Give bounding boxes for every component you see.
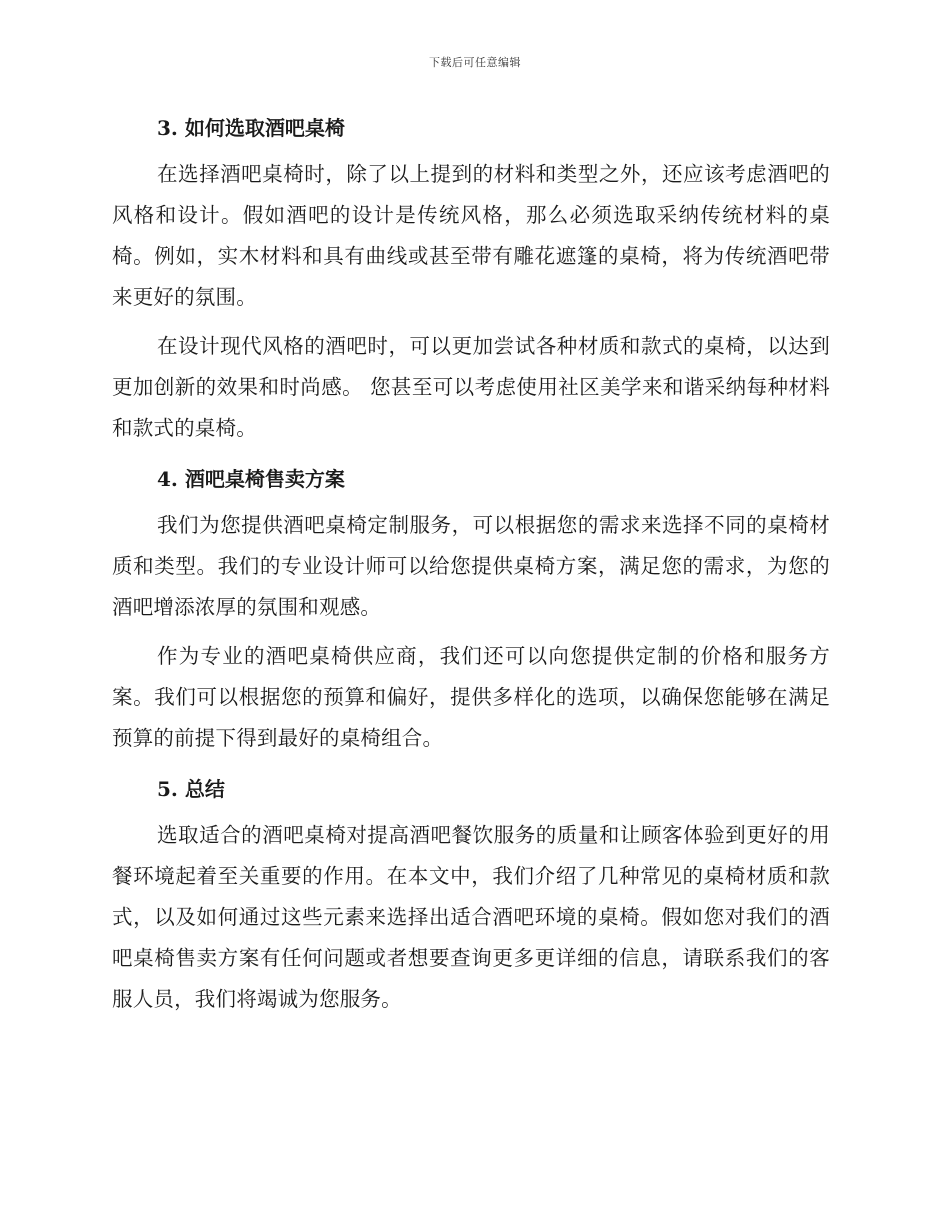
paragraph: 我们为您提供酒吧桌椅定制服务，可以根据您的需求来选择不同的桌椅材质和类型。我们的专业设计师可以给您提供桌椅方案，满足您的需求，为您的酒吧增添浓厚的氛围和观感。 [112, 513, 830, 619]
section-sales-plan [112, 461, 830, 759]
section-how-to-choose [112, 110, 830, 449]
page-header: 下载后可任意编辑 [429, 56, 521, 69]
document-body [112, 110, 830, 1020]
section-heading: 5. 总结 [157, 777, 225, 801]
paragraph: 在选择酒吧桌椅时，除了以上提到的材料和类型之外，还应该考虑酒吧的风格和设计。假如酒吧的设计是传统风格，那么必须选取采纳传统材料的桌椅。例如，实木材料和具有曲线或甚至带有雕花遮篷的桌椅，将为传统酒吧带来更好的氛围。 [112, 162, 830, 309]
paragraph: 作为专业的酒吧桌椅供应商，我们还可以向您提供定制的价格和服务方案。我们可以根据您的预算和偏好，提供多样化的选项，以确保您能够在满足预算的前提下得到最好的桌椅组合。 [112, 644, 830, 750]
paragraph: 在设计现代风格的酒吧时，可以更加尝试各种材质和款式的桌椅，以达到更加创新的效果和时尚感。 您甚至可以考虑使用社区美学来和谐采纳每种材料和款式的桌椅。 [112, 334, 830, 440]
paragraph: 选取适合的酒吧桌椅对提高酒吧餐饮服务的质量和让顾客体验到更好的用餐环境起着至关重要的作用。在本文中，我们介绍了几种常见的桌椅材质和款式，以及如何通过这些元素来选择出适合酒吧环境的桌椅。假如您对我们的酒吧桌椅售卖方案有任何问题或者想要查询更多更详细的信息，请联系我们的客服人员，我们将竭诚为您服务。 [112, 823, 830, 1011]
section-heading: 3. 如何选取酒吧桌椅 [157, 116, 345, 140]
section-heading: 4. 酒吧桌椅售卖方案 [157, 467, 345, 491]
section-summary [112, 771, 830, 1020]
